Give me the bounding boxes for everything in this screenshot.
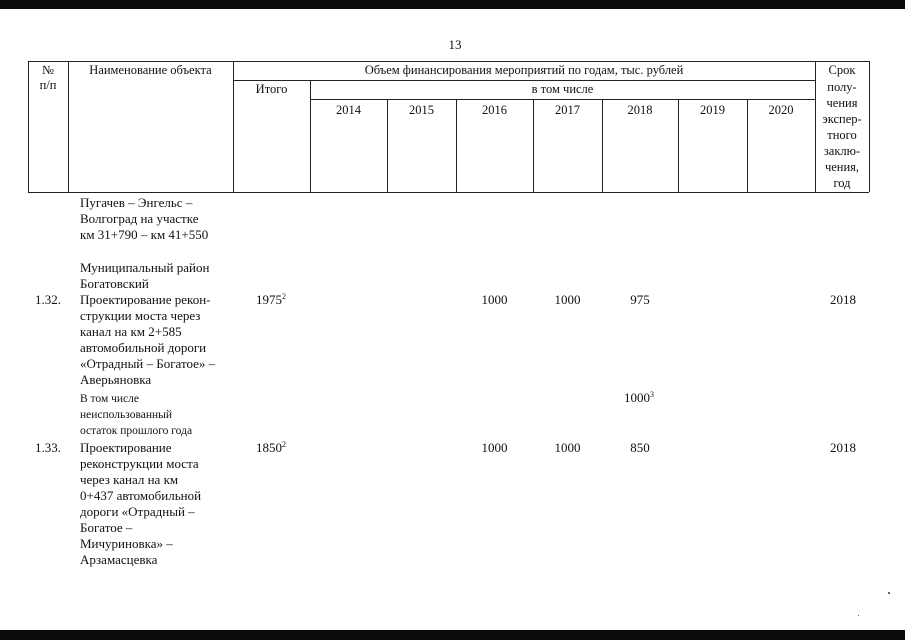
cell-2017: 1000: [554, 440, 581, 455]
text-line: автомобильной дороги: [80, 340, 207, 355]
row-number: 1.32.: [35, 292, 61, 307]
text-line: канал на км 2+585: [80, 324, 182, 339]
cell-total: [256, 292, 286, 308]
row-number: 1.33.: [35, 440, 61, 455]
cell-total-value: 1975: [256, 292, 282, 307]
text-line: 0+437 автомобильной: [80, 488, 202, 503]
text-line: В том числе: [80, 393, 139, 405]
text-line: Арзамасцевка: [80, 552, 158, 567]
text-line: Мичуриновка» –: [80, 536, 173, 551]
footnote-mark: 3: [650, 390, 654, 399]
col-line-total: [310, 80, 311, 192]
text-line: Богатое –: [80, 520, 133, 535]
header-year-2015: 2015: [409, 103, 434, 117]
header-including: в том числе: [531, 82, 594, 96]
header-year-2020: 2020: [768, 103, 794, 117]
text-line: Проектирование: [80, 440, 172, 455]
header-year-2019: 2019: [700, 103, 725, 117]
text-line: Проектирование рекон-: [80, 292, 211, 307]
header-object-name: Наименование объекта: [89, 63, 212, 77]
top-border-bar: [0, 0, 905, 9]
col-line-num: [68, 61, 69, 192]
text-line: дороги «Отрадный –: [80, 504, 195, 519]
header-bottom-line: [28, 192, 869, 193]
header-num-pp: п/п: [39, 78, 57, 92]
text-line: реконструкции моста: [80, 456, 199, 471]
cell-deadline: 2018: [830, 440, 856, 455]
text-line: Муниципальный район: [80, 260, 210, 275]
header-financing: Объем финансирования мероприятий по годам, тыс. рублей: [364, 63, 684, 77]
header-line-financing: [233, 80, 815, 81]
bottom-border-bar: [0, 630, 905, 640]
cell-2017: 1000: [554, 292, 581, 307]
header-line-including: [310, 99, 815, 100]
header-deadline-line: экспер-: [822, 112, 862, 126]
text-line: Аверьяновка: [80, 372, 152, 387]
cell-deadline: 2018: [830, 292, 856, 307]
cell-2018: 975: [630, 292, 650, 307]
text-line: «Отрадный – Богатое» –: [80, 356, 216, 371]
header-num: №: [42, 63, 54, 77]
cell-2018-value: 1000: [624, 390, 650, 405]
cell-2016: 1000: [481, 292, 508, 307]
scan-speck: [888, 592, 890, 594]
header-top-line: [28, 61, 869, 62]
header-year-2016: 2016: [482, 103, 507, 117]
text-line: остаток прошлого года: [80, 425, 193, 437]
cell-total: [256, 440, 286, 456]
header-deadline-line: заклю-: [823, 144, 861, 158]
footnote-mark: 2: [282, 440, 286, 449]
header-total: Итого: [255, 82, 288, 96]
scan-speck: [858, 615, 859, 616]
header-deadline-line: чения,: [824, 160, 860, 174]
header-year-2017: 2017: [555, 103, 580, 117]
cell-2018: [624, 390, 654, 406]
header-deadline-line: Срок: [828, 63, 856, 77]
header-year-2018: 2018: [627, 103, 653, 117]
text-line: неиспользованный: [80, 409, 173, 421]
text-line: струкции моста через: [80, 308, 201, 323]
cell-2016: 1000: [481, 440, 508, 455]
text-line: Пугачев – Энгельс –: [80, 195, 193, 210]
col-line-right: [869, 61, 870, 192]
text-line: через канал на км: [80, 472, 179, 487]
cell-2018: 850: [630, 440, 650, 455]
page-number: 13: [448, 37, 462, 52]
col-line-name: [233, 61, 234, 192]
header-deadline-line: тного: [827, 128, 857, 142]
footnote-mark: 2: [282, 292, 286, 301]
header-deadline-line: год: [833, 176, 851, 190]
cell-total-value: 1850: [256, 440, 282, 455]
text-line: Богатовский: [80, 276, 149, 291]
header-deadline-line: полу-: [827, 80, 857, 94]
header-deadline-line: чения: [826, 96, 858, 110]
text-line: Волгоград на участке: [80, 211, 199, 226]
text-line: км 31+790 – км 41+550: [80, 227, 209, 242]
header-year-2014: 2014: [336, 103, 361, 117]
